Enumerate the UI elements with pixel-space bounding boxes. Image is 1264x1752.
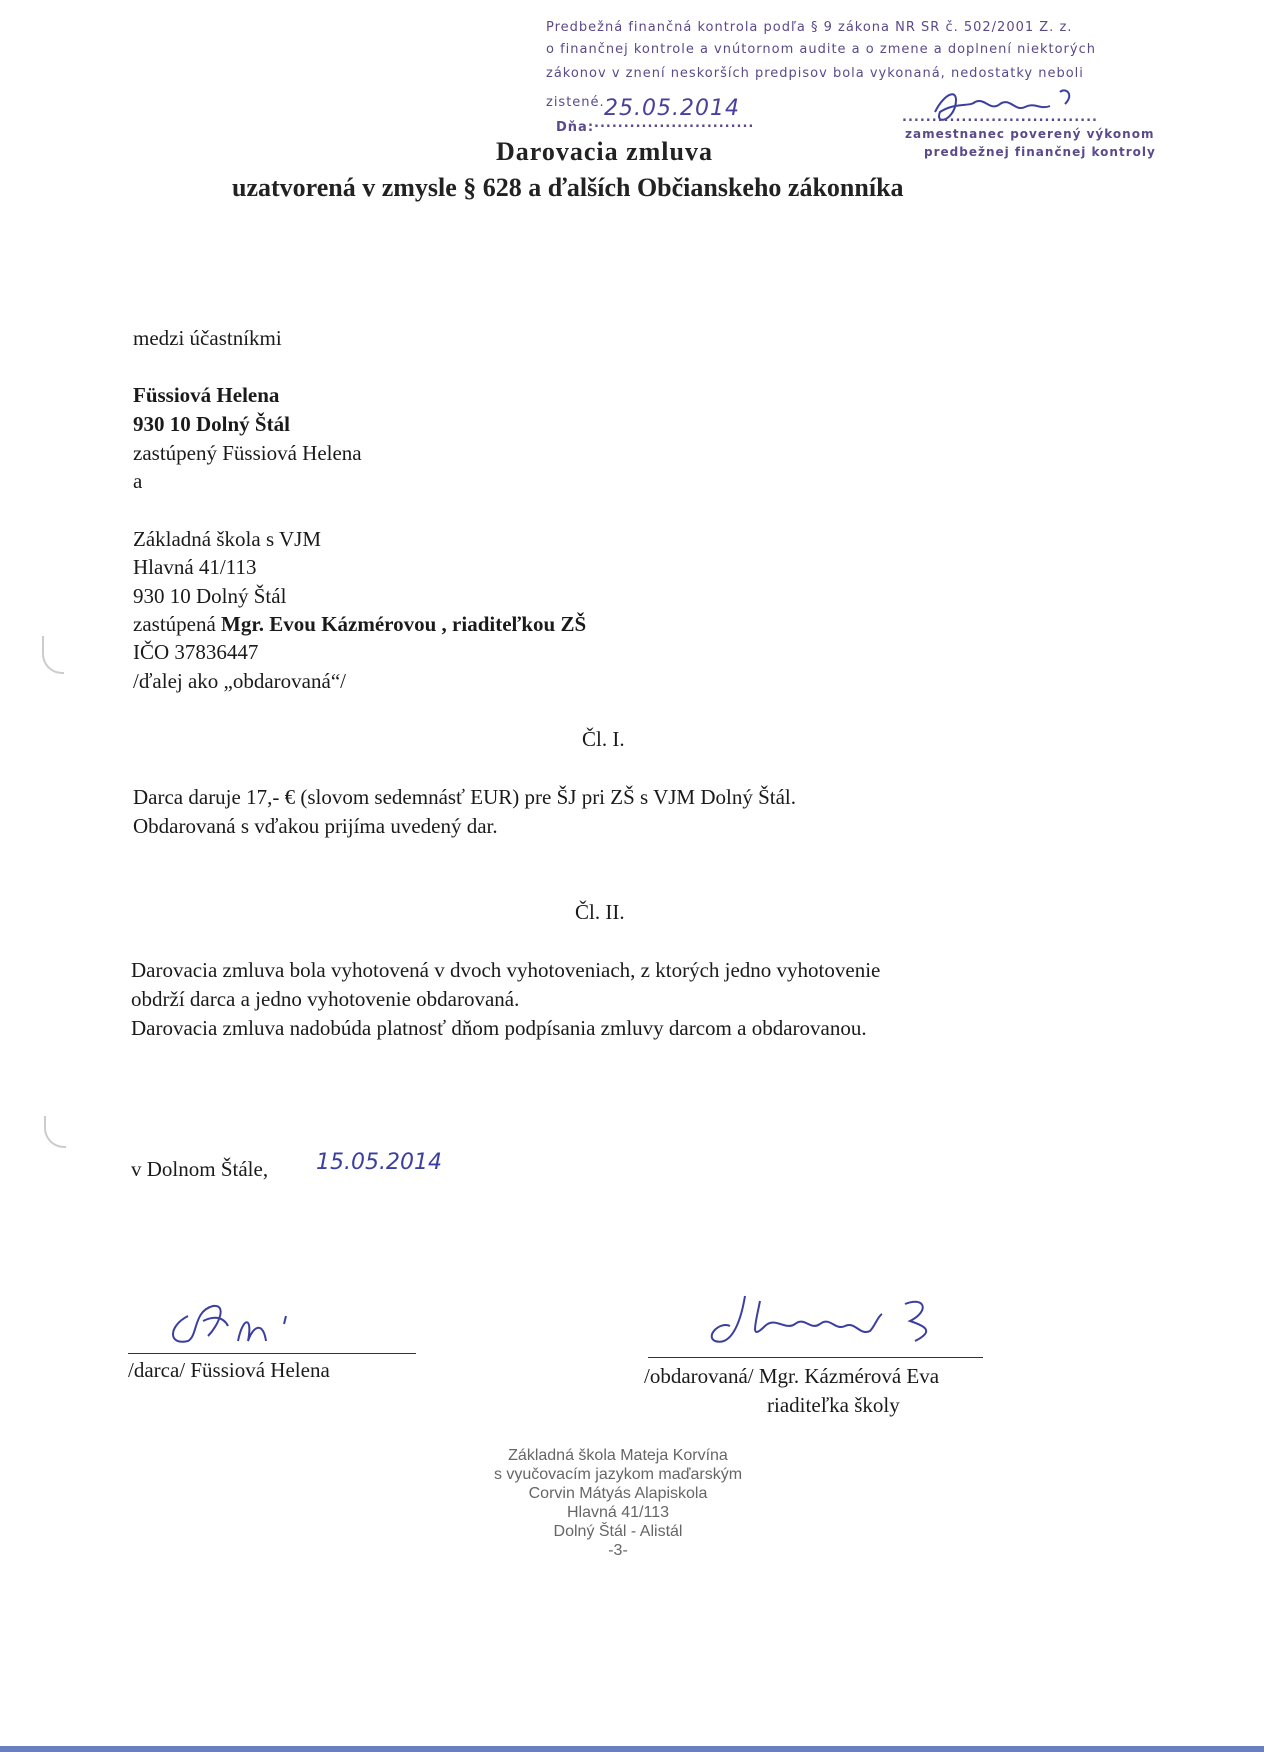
recipient-ico: IČO 37836447 — [133, 640, 259, 664]
recipient-representation — [133, 612, 586, 637]
recipient-role: riaditeľka školy — [767, 1393, 900, 1417]
page-number: -3- — [608, 1542, 628, 1559]
donor-represented: zastúpený Füssiová Helena — [133, 441, 362, 465]
officer-dots: ................................. — [902, 110, 1098, 125]
recipient-alias: /ďalej ako „obdarovaná“/ — [133, 669, 346, 693]
stamp-handwritten-date: 25.05.2014 — [604, 96, 740, 121]
recipient-signature — [700, 1286, 950, 1356]
recipient-rep-prefix: zastúpená — [133, 612, 222, 636]
stamp-line-2: o finančnej kontrole a vnútornom audite a o zmene a doplnení niektorých — [546, 42, 1096, 57]
article-1-line-1: Darca daruje 17,- € (slovom sedemnásť EUR) pre ŠJ pri ZŠ s VJM Dolný Štál. — [133, 785, 796, 809]
place-label: v Dolnom Štále, — [131, 1157, 269, 1181]
recipient-signature-line — [648, 1357, 983, 1358]
stamp-line-4: zistené. — [546, 95, 605, 110]
donor-caption: /darca/ Füssiová Helena — [128, 1358, 330, 1382]
article-1-heading: Čl. I. — [582, 727, 625, 751]
place-handwritten-date: 15.05.2014 — [316, 1150, 442, 1175]
document-subtitle: uzatvorená v zmysle § 628 a ďalších Občianskeho zákonníka — [232, 173, 904, 202]
school-stamp-line-1: Základná škola Mateja Korvína — [508, 1447, 728, 1464]
school-stamp-line-5: Dolný Štál - Alistál — [553, 1523, 683, 1540]
article-2-line-1: Darovacia zmluva bola vyhotovená v dvoch vyhotoveniach, z ktorých jedno vyhotovenie — [131, 958, 881, 982]
donor-signature-line — [128, 1353, 416, 1354]
school-stamp-line-4: Hlavná 41/113 — [567, 1504, 669, 1521]
donor-signature — [158, 1296, 308, 1356]
donor-name: Füssiová Helena — [133, 383, 280, 407]
school-stamp-line-2: s vyučovacím jazykom maďarským — [493, 1466, 743, 1483]
recipient-name: Základná škola s VJM — [133, 527, 322, 551]
stamp-line-3: zákonov v znení neskorších predpisov bola vykonaná, nedostatky neboli — [546, 66, 1084, 81]
scan-edge — [0, 1746, 1264, 1752]
stamp-dna-dots: ........................... — [594, 116, 755, 131]
hole-punch-mark-top — [42, 636, 64, 674]
article-2-line-3: Darovacia zmluva nadobúda platnosť dňom podpísania zmluvy darcom a obdarovanou. — [131, 1016, 867, 1040]
stamp-dna-label: Dňa: — [556, 120, 595, 135]
stamp-line-1: Predbežná finančná kontrola podľa § 9 zákona NR SR č. 502/2001 Z. z. — [546, 20, 1073, 35]
parties-and: a — [133, 469, 143, 493]
school-stamp — [458, 1446, 778, 1560]
article-1-line-2: Obdarovaná s vďakou prijíma uvedený dar. — [133, 814, 498, 838]
recipient-city: 930 10 Dolný Štál — [133, 584, 287, 608]
recipient-rep-name: Mgr. Evou Kázmérovou , riaditeľkou ZŠ — [221, 612, 587, 636]
hole-punch-mark-bottom — [44, 1116, 66, 1148]
article-2-line-2: obdrží darca a jedno vyhotovenie obdarovaná. — [131, 987, 520, 1011]
article-2-heading: Čl. II. — [575, 900, 625, 924]
officer-caption-1: zamestnanec poverený výkonom — [905, 127, 1155, 141]
officer-caption-2: predbežnej finančnej kontroly — [924, 145, 1156, 159]
document-title: Darovacia zmluva — [496, 137, 713, 166]
school-stamp-line-3: Corvin Mátyás Alapiskola — [528, 1485, 708, 1502]
donor-address: 930 10 Dolný Štál — [133, 412, 290, 436]
parties-intro: medzi účastníkmi — [133, 326, 282, 350]
recipient-caption: /obdarovaná/ Mgr. Kázmérová Eva — [644, 1364, 940, 1388]
recipient-street: Hlavná 41/113 — [133, 555, 257, 579]
